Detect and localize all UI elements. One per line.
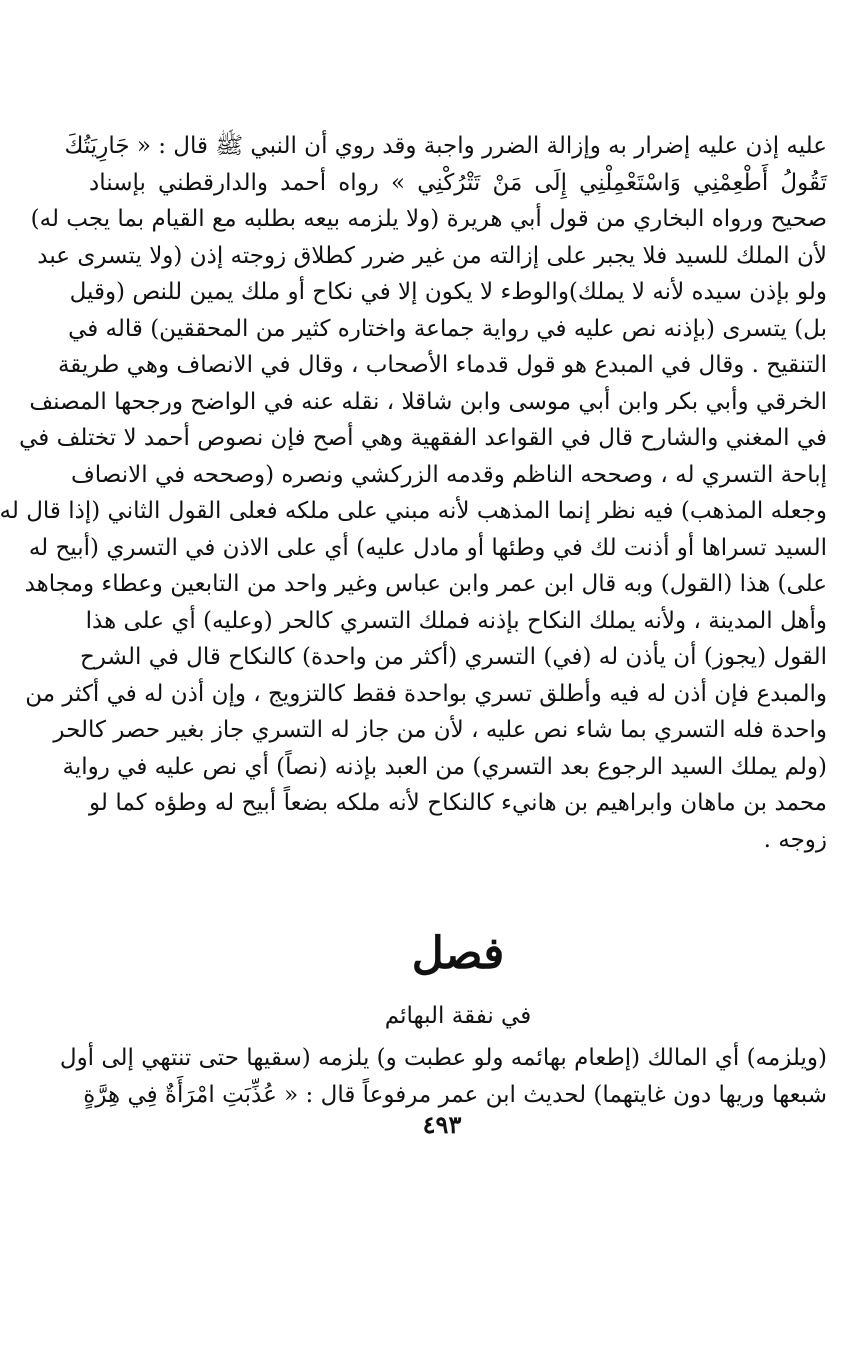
- text-line: وجعله المذهب) فيه نظر إنما المذهب لأنه مبني على ملكه فعلى القول الثاني (إذا قال له: [0, 498, 827, 524]
- text-line: إباحة التسري له ، وصححه الناظم وقدمه الزركشي ونصره (وصححه في الانصاف: [70, 461, 827, 488]
- text-line: شبعها وريها دون غايتهما) لحديث ابن عمر مرفوعاً قال : « عُذِّبَتِ امْرَأَةٌ فِي هِرَّةٍ: [83, 1081, 827, 1108]
- text-line: صحيح ورواه البخاري من قول أبي هريرة (ولا يلزمه بيعه بطلبه مع القيام بما يجب له): [30, 206, 827, 232]
- text-line: محمد بن ماهان وابراهيم بن هانيء كالنكاح لأنه ملكه بضعاً أبيح له وطؤه كما لو: [89, 790, 827, 816]
- text-line: السيد تسراها أو أذنت لك في وطئها أو مادل عليه) أي على الاذن في التسري (أبيح له: [28, 534, 827, 561]
- text-line: واحدة فله التسري بما شاء نص عليه ، لأن من جاز له التسري جاز بغير حصر كالحر: [53, 717, 827, 743]
- text-line: وأهل المدينة ، ولأنه يملك النكاح بإذنه فملك التسري كالحر (وعليه) أي على هذا: [85, 607, 827, 634]
- text-line: تَقُولُ أَطْعِمْنِي وَاسْتَعْمِلْنِي إِلَى مَنْ تَتْرُكْنِي » رواه أحمد والدارقطني بإسناد: [89, 169, 827, 196]
- main-paragraph: [0, 128, 827, 858]
- text-line: (ولم يملك السيد الرجوع بعد التسري) من العبد بإذنه (نصاً) أي نص عليه في رواية: [62, 753, 827, 780]
- text-line: التنقيح . وقال في المبدع هو قول قدماء الأصحاب ، وقال في الانصاف وهي طريقة: [57, 352, 827, 378]
- section-subtitle: في نفقة البهائم: [384, 1003, 532, 1029]
- text-line: لأن الملك للسيد فلا يجبر على إزالته من غير ضرر كطلاق زوجته إذن (ولا يتسرى عبد: [37, 242, 827, 269]
- text-line: القول (يجوز) أن يأذن له (في) التسري (أكثر من واحدة) كالنكاح قال في الشرح: [79, 644, 827, 670]
- text-line: والمبدع فإن أذن له فيه وأطلق تسري بواحدة فقط كالتزويج ، وإن أذن له في أكثر من: [25, 680, 827, 707]
- text-line: الخرقي وأبي بكر وابن أبي موسى وابن شاقلا ، نقله عنه في الواضح ورجحها المصنف: [29, 388, 827, 415]
- text-line: (ويلزمه) أي المالك (إطعام بهائمه ولو عطبت و) يلزمه (سقيها حتى تنتهي إلى أول: [59, 1045, 827, 1071]
- text-line: على) هذا (القول) وبه قال ابن عمر وابن عباس وغير واحد من التابعين وعطاء ومجاهد: [24, 571, 827, 597]
- text-line: ولو بإذن سيده لأنه لا يملك)والوطء لا يكون إلا في نكاح أو ملك يمين للنص (وقيل: [69, 279, 827, 305]
- page-number: ٤٩٣: [422, 1110, 462, 1139]
- document-page: [0, 128, 827, 1365]
- section-paragraph: [59, 1040, 827, 1113]
- text-line: زوجه .: [763, 826, 827, 853]
- section-heading: فصل: [411, 928, 505, 979]
- text-line: بل) يتسرى (بإذنه نص عليه في رواية جماعة واختاره كثير من المحققين) قاله في: [68, 315, 827, 342]
- text-line: عليه إذن عليه إضرار به وإزالة الضرر واجبة وقد روي أن النبي ﷺ قال : « جَارِيَتُكَ: [64, 133, 827, 159]
- text-line: في المغني والشارح قال في القواعد الفقهية وهي أصح فإن نصوص أحمد لا تختلف في: [19, 425, 827, 451]
